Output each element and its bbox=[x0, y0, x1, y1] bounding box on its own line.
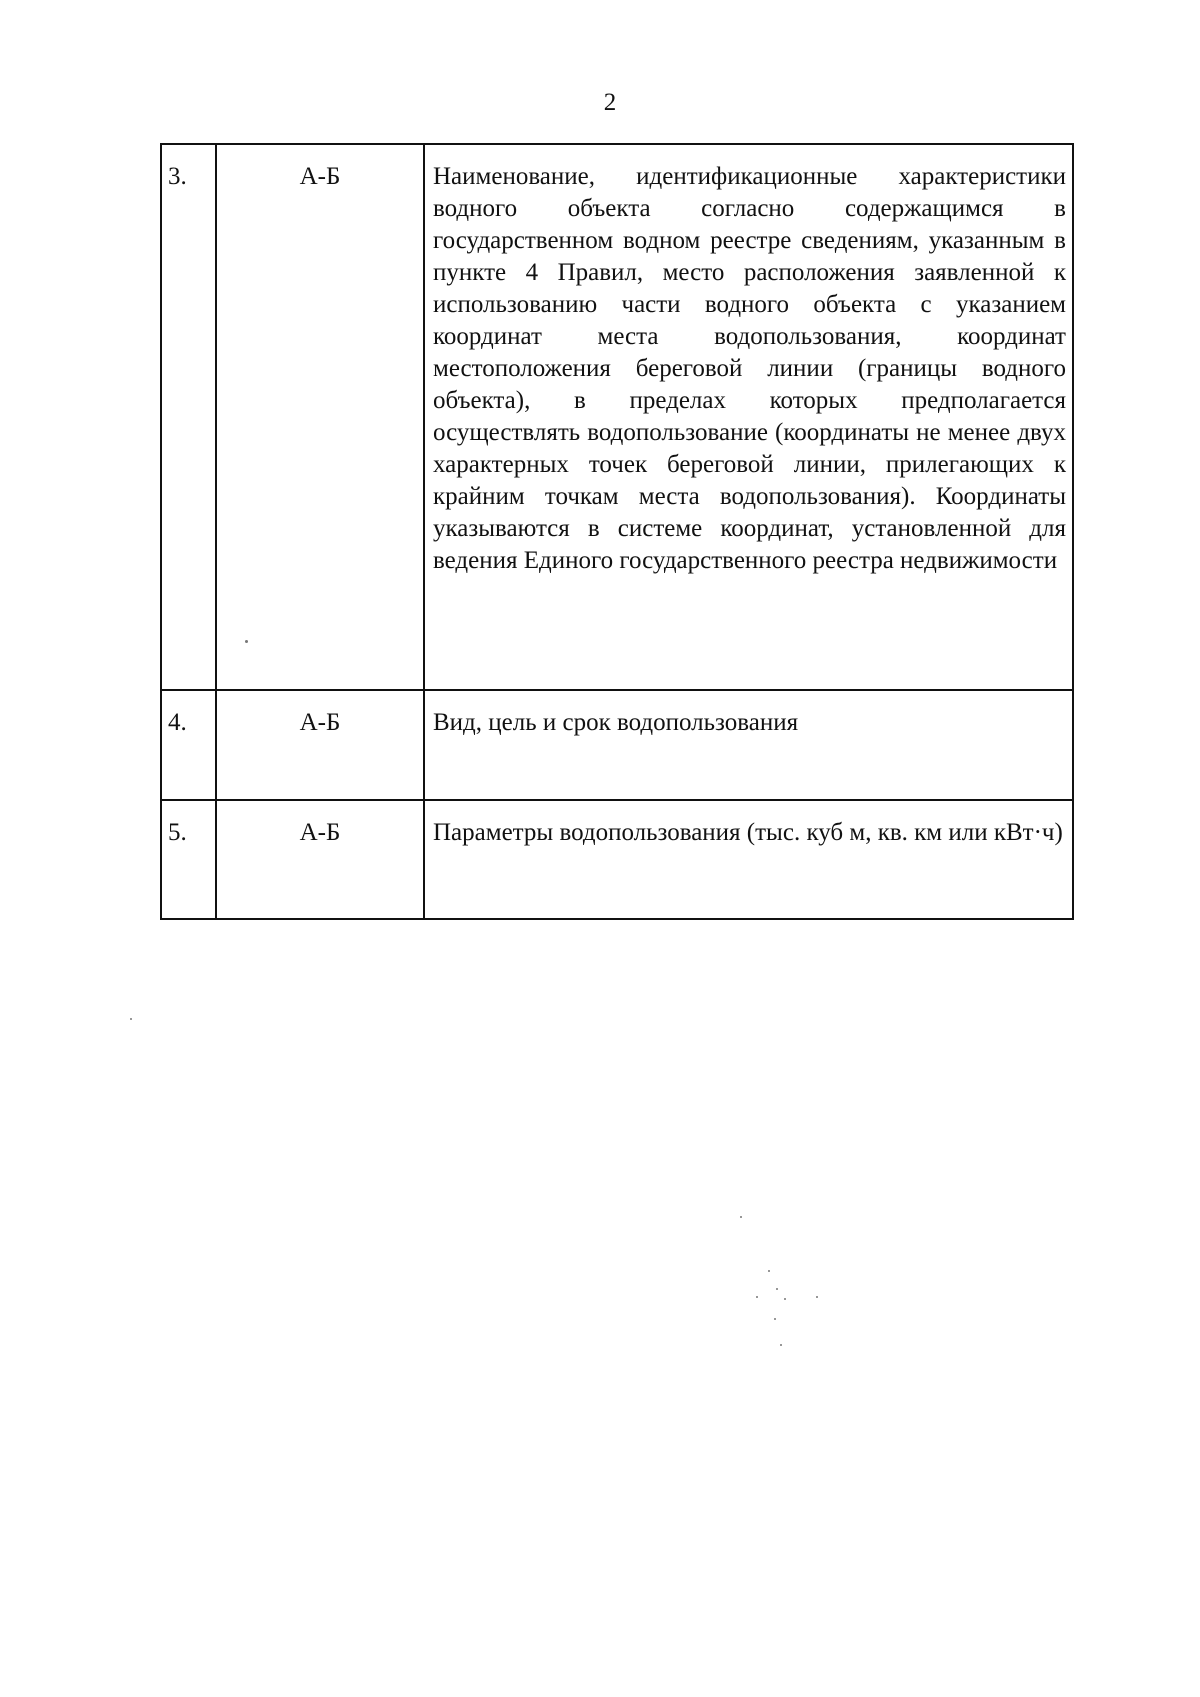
row-code: А-Б bbox=[216, 144, 424, 690]
scan-speck bbox=[130, 1018, 132, 1020]
scan-speck bbox=[768, 1270, 770, 1272]
table-row bbox=[161, 690, 1073, 800]
scan-speck bbox=[740, 1216, 742, 1218]
scan-speck bbox=[776, 1288, 778, 1290]
row-code: А-Б bbox=[216, 690, 424, 800]
row-number: 3. bbox=[161, 144, 216, 690]
row-description: Параметры водопользования (тыс. куб м, кв. км или кВт·ч) bbox=[424, 800, 1073, 919]
scan-speck bbox=[816, 1296, 818, 1298]
table-row bbox=[161, 144, 1073, 690]
row-description: Вид, цель и срок водопользования bbox=[424, 690, 1073, 800]
scan-speck bbox=[780, 1344, 782, 1346]
row-number: 4. bbox=[161, 690, 216, 800]
scan-speck bbox=[784, 1298, 786, 1300]
table-row bbox=[161, 800, 1073, 919]
scan-speck bbox=[756, 1296, 758, 1298]
row-number: 5. bbox=[161, 800, 216, 919]
scan-speck bbox=[774, 1318, 776, 1320]
row-description: Наименование, идентификационные характеристики водного объекта согласно содержащимся в государственном водном реестре сведениям, указанным в пункте 4 Правил, место расположения заявленной к использованию части водного объекта с указанием координат места водопользования, координат местоположения береговой линии (границы водного объекта), в пределах которых предполагается осуществлять водопользование (координаты не менее двух характерных точек береговой линии, прилегающих к крайним точкам места водопользования). Координаты указываются в системе координат, установленной для ведения Единого государственного реестра недвижимости bbox=[424, 144, 1073, 690]
requirements-table bbox=[160, 143, 1074, 920]
row-code: А-Б bbox=[216, 800, 424, 919]
page-number: 2 bbox=[603, 89, 617, 116]
scan-speck bbox=[245, 640, 248, 643]
